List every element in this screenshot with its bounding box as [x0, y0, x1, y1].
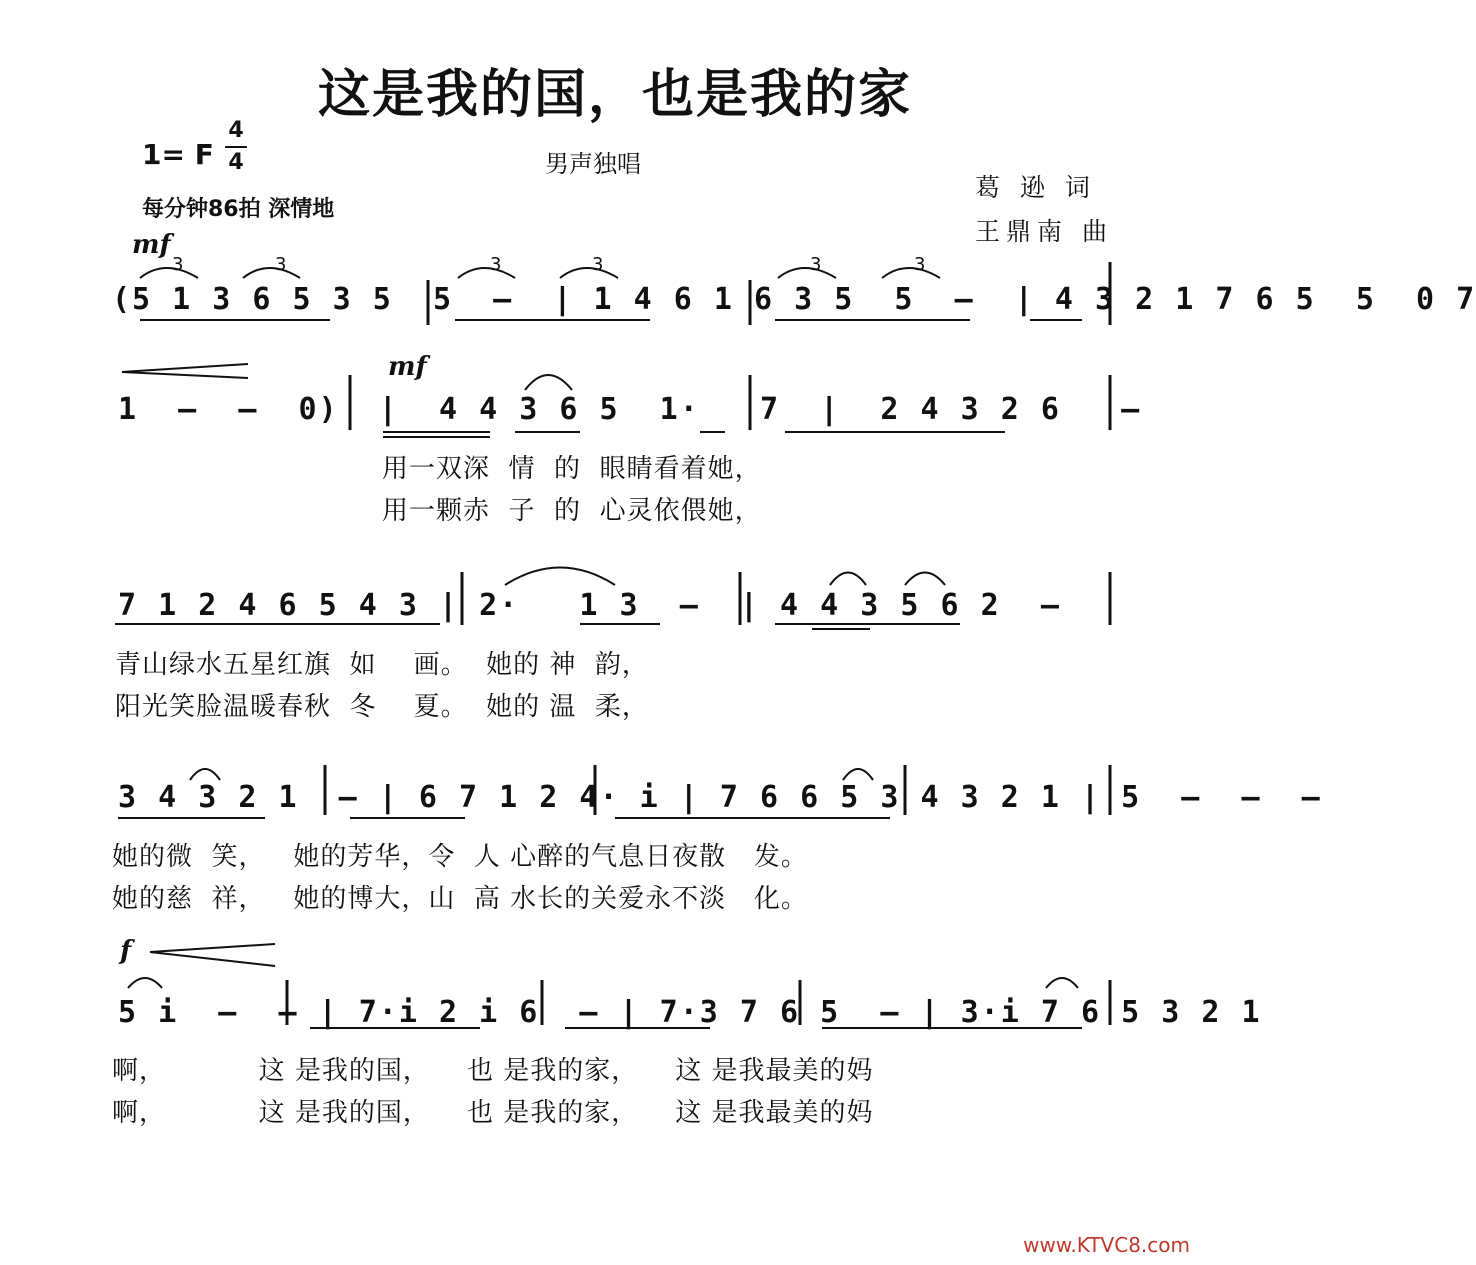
- svg-text:3: 3: [275, 254, 287, 275]
- notation-line-2: 1 – – 0) | 4 4 3 6 5 1· 7 | 2 4 3 2 6 –: [118, 392, 1142, 427]
- composer-credit: 王鼎南 曲: [975, 217, 1113, 246]
- lyric-line-5-verse-1: 啊， 这 是我的国， 也 是我的家， 这 是我最美的妈: [112, 1056, 874, 1086]
- notation-line-1: (5 1 3 6 5 3 5 5 – | 1 4 6 1 6 3 5 5 – | 4 3 2 1 7 6 5 5 0 7: [112, 282, 1476, 317]
- site-watermark: www.KTVC8.com: [1023, 1233, 1190, 1257]
- svg-text:3: 3: [490, 254, 502, 275]
- dynamic-mf-intro: mf: [132, 230, 171, 260]
- performance-type: 男声独唱: [545, 150, 641, 178]
- dynamic-f-chorus: f: [120, 936, 132, 966]
- lyric-line-5-verse-2: 啊， 这 是我的国， 也 是我的家， 这 是我最美的妈: [112, 1098, 874, 1128]
- decrescendo-hairpin: [122, 364, 248, 378]
- svg-text:3: 3: [172, 254, 184, 275]
- tempo-marking: 每分钟86拍 深情地: [142, 197, 335, 222]
- time-signature-bottom: 4: [228, 150, 244, 175]
- svg-text:3: 3: [592, 254, 604, 275]
- crescendo-hairpin: [150, 944, 275, 966]
- notation-line-5: 5 i – – | 7·i 2 i 6 – | 7·3 7 6 5 – | 3·i 7 6 5 3 2 1: [118, 995, 1262, 1030]
- lyric-line-3-verse-2: 阳光笑脸温暖春秋 冬 夏。 她的 温 柔，: [115, 692, 649, 722]
- lyric-line-4-verse-1: 她的微 笑， 她的芳华，令 人 心醉的气息日夜散 发。: [112, 842, 808, 872]
- key-signature: 1= F: [142, 138, 214, 171]
- svg-text:3: 3: [810, 254, 822, 275]
- lyric-line-3-verse-1: 青山绿水五星红旗 如 画。 她的 神 韵，: [115, 650, 649, 680]
- svg-text:3: 3: [914, 254, 926, 275]
- lyric-line-2-verse-2: 用一颗赤 子 的 心灵依偎她，: [382, 496, 762, 526]
- lyricist-credit: 葛 逊 词: [975, 173, 1096, 202]
- time-signature-top: 4: [228, 118, 244, 143]
- dynamic-mf-verse: mf: [388, 352, 427, 382]
- triplet-numbers: [172, 254, 925, 275]
- lyric-line-4-verse-2: 她的慈 祥， 她的博大，山 高 水长的关爱永不淡 化。: [112, 884, 808, 914]
- notation-line-3: 7 1 2 4 6 5 4 3 | 2· 1 3 – | 4 4 3 5 6 2 –: [118, 588, 1061, 623]
- song-title: 这是我的国，也是我的家: [317, 64, 912, 125]
- notation-line-4: 3 4 3 2 1 – | 6 7 1 2 4· i | 7 6 6 5 3 4 3 2 1 | 5 – – –: [118, 780, 1322, 815]
- lyric-line-2-verse-1: 用一双深 情 的 眼睛看着她，: [382, 454, 762, 484]
